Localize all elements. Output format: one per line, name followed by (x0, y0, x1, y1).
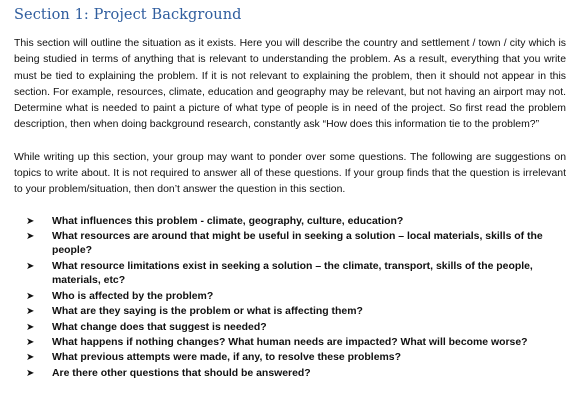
question-text: What previous attempts were made, if any, to resolve these problems? (52, 352, 401, 364)
question-text: What influences this problem - climate, geography, culture, education? (52, 215, 404, 227)
question-text: Who is affected by the problem? (52, 290, 214, 302)
questions-intro-paragraph: While writing up this section, your group may want to ponder over some questions. The following are suggestions on topics to write about. It is not required to answer all of these questions. If your group finds that the question is irrelevant to your problem/situation, then don’t answer the question in this section. (14, 151, 566, 196)
arrow-bullet-icon: ➤ (26, 306, 35, 318)
list-item (26, 215, 566, 229)
list-item (26, 230, 566, 259)
arrow-bullet-icon: ➤ (26, 260, 35, 272)
question-text: Are there other questions that should be answered? (52, 367, 311, 379)
arrow-bullet-icon: ➤ (26, 231, 35, 243)
list-item (26, 336, 566, 350)
list-item (26, 351, 566, 365)
question-text: What happens if nothing changes? What human needs are impacted? What will become worse? (52, 336, 528, 348)
arrow-bullet-icon: ➤ (26, 367, 35, 379)
question-text: What are they saying is the problem or what is affecting them? (52, 306, 363, 318)
list-item (26, 367, 566, 381)
section-title: Section 1: Project Background (14, 7, 242, 23)
question-text: What resource limitations exist in seeking a solution – the climate, transport, skills of the people, materials, etc? (52, 260, 533, 287)
question-text: What resources are around that might be useful in seeking a solution – local materials, skills of the people? (52, 231, 543, 257)
arrow-bullet-icon: ➤ (26, 336, 35, 348)
question-list (14, 215, 566, 381)
arrow-bullet-icon: ➤ (26, 352, 35, 364)
arrow-bullet-icon: ➤ (26, 321, 35, 333)
list-item (26, 321, 566, 335)
background-paragraph: This section will outline the situation as it exists. Here you will describe the country and settlement / town / city which is being studied in terms of anything that is relevant to understanding the problem. As a result, everything that you write must be tied to explaining the problem. If it is not relevant to explaining the problem, then it should not appear in this section. For example, resources, climate, education and geography may be relevant, but not having an airport may not. Determine what is needed to paint a picture of what type of people is in need of the project. So first read the problem description, then when doing background research, constantly ask “How does this information tie to the problem?” (14, 38, 566, 131)
list-item (26, 305, 566, 319)
question-text: What change does that suggest is needed? (52, 321, 267, 333)
arrow-bullet-icon: ➤ (26, 290, 35, 302)
list-item (26, 260, 566, 289)
list-item (26, 290, 566, 304)
arrow-bullet-icon: ➤ (26, 215, 35, 227)
